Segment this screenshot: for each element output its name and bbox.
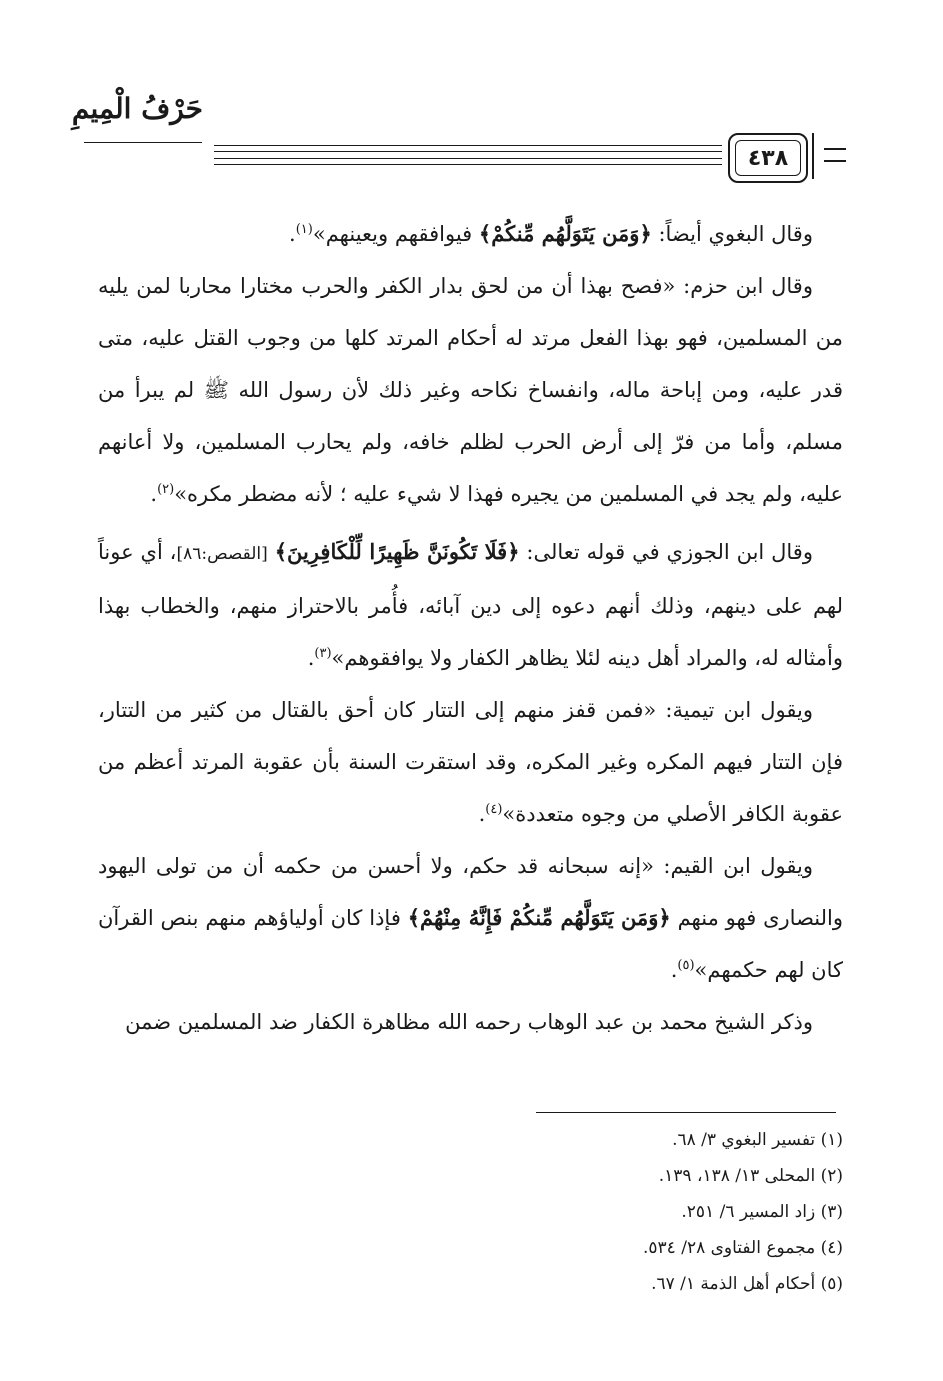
main-text: [98, 208, 843, 1048]
paragraph-ibn-al-jawzi: وقال ابن الجوزي في قوله تعالى: ﴿فَلَا تَكُونَنَّ ظَهِيرًا لِّلْكَافِرِينَ﴾ [القصص:٨٦]، أي عوناً لهم على دينهم، وذلك أنهم دعوه إلى دين آبائه، فأُمر بالاحتراز منهم، والخطاب بهذا وأمثاله له، والمراد أهل دينه لئلا يظاهر الكفار ولا يوافقوهم»$^{(٣)}$.: [98, 539, 843, 670]
quran-verse: ﴿وَمَن يَتَوَلَّهُم مِّنكُمْ فَإِنَّهُ مِنْهُمْ﴾: [407, 905, 671, 930]
header-ornament: [824, 148, 846, 162]
footnote-3: (٣) زاد المسير ٦/ ٢٥١.: [681, 1202, 843, 1222]
footnote-4: (٤) مجموع الفتاوى ٢٨/ ٥٣٤.: [642, 1238, 843, 1258]
header-rule-bottom: [214, 158, 722, 165]
footnote-ref: (٣): [314, 646, 332, 661]
header-rule-top: [214, 145, 722, 152]
footnote-ref: (٥): [677, 958, 695, 973]
footnote-5: (٥) أحكام أهل الذمة ١/ ٦٧.: [651, 1274, 843, 1294]
footnote-2: (٢) المحلى ١٣/ ١٣٨، ١٣٩.: [658, 1166, 843, 1186]
paragraph-ibn-al-qayyim: ويقول ابن القيم: «إنه سبحانه قد حكم، ولا أحسن من حكمه أن من تولى اليهود والنصارى فهو منهم ﴿وَمَن يَتَوَلَّهُم مِّنكُمْ فَإِنَّهُ مِنْهُمْ﴾ فإذا كان أولياؤهم منهم بنص القرآن كان لهم حكمهم»$^{(٥)}$.: [98, 854, 843, 982]
footnote-ref: (١): [295, 222, 313, 237]
quran-verse: ﴿فَلَا تَكُونَنَّ ظَهِيرًا لِّلْكَافِرِينَ﴾: [274, 539, 520, 564]
paragraph-ibn-taymiyyah: ويقول ابن تيمية: «فمن قفز منهم إلى التتار كان أحق بالقتال من كثير من التتار، فإن التتار فيهم المكره وغير المكره، وقد استقرت السنة بأن عقوبة المرتد أعظم من عقوبة الكافر الأصلي من وجوه متعددة»$^{(٤)}$.: [98, 698, 843, 826]
quran-verse: ﴿وَمَن يَتَوَلَّهُم مِّنكُمْ﴾: [478, 221, 652, 246]
page-number-frame: [728, 133, 808, 183]
footnotes: [400, 1122, 843, 1302]
footnote-ref: (٢): [157, 482, 175, 497]
footnote-1: (١) تفسير البغوي ٣/ ٦٨.: [672, 1130, 843, 1150]
footnote-ref: (٤): [485, 802, 503, 817]
page-number: ٤٣٨: [747, 145, 789, 171]
footnote-separator: [536, 1112, 836, 1113]
frame-bracket: [812, 133, 822, 179]
paragraph-baghawi: وقال البغوي أيضاً: ﴿وَمَن يَتَوَلَّهُم مِّنكُمْ﴾ فيوافقهم ويعينهم»$^{(١)}$.: [289, 221, 813, 246]
paragraph-ibn-hazm: وقال ابن حزم: «فصح بهذا أن من لحق بدار الكفر والحرب مختارا محاربا لمن يليه من المسلمين، فهو بهذا الفعل مرتد له أحكام المرتد كلها من وجوب القتل عليه، متى قدر عليه، ومن إباحة ماله، وانفساخ نكاحه وغير ذلك لأن رسول الله ﷺ لم يبرأ من مسلم، وأما من فرّ إلى أرض الحرب لظلم خافه، ولم يحارب المسلمين، ولا أعانهم عليه، ولم يجد في المسلمين من يجيره فهذا لا شيء عليه ؛ لأنه مضطر مكره»$^{(٢)}$.: [98, 274, 844, 506]
chapter-underline: [84, 142, 202, 143]
verse-citation: [القصص:٨٦]: [176, 544, 268, 564]
chapter-title: حَرْفُ الْمِيمِ: [71, 92, 203, 125]
paragraph-ibn-abd-al-wahhab: وذكر الشيخ محمد بن عبد الوهاب رحمه الله مظاهرة الكفار ضد المسلمين ضمن: [125, 1010, 813, 1034]
